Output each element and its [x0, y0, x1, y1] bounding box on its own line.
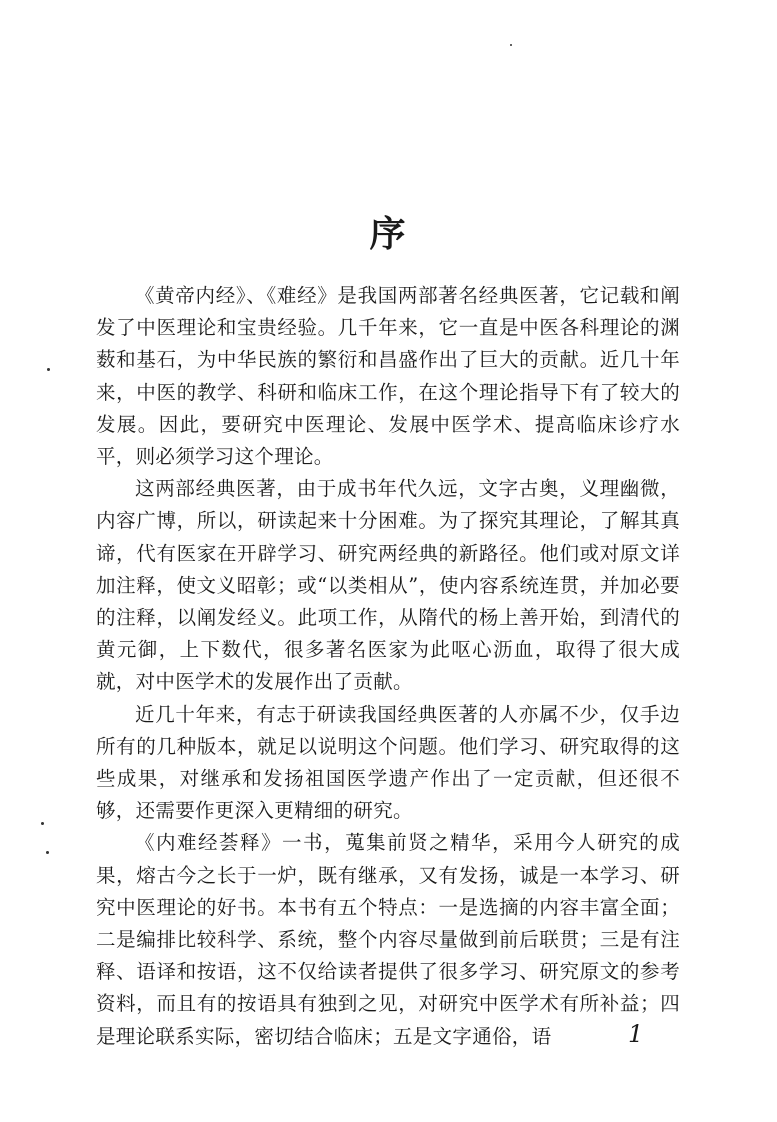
- scan-speck: [41, 822, 44, 825]
- paragraph-2: 这两部经典医著，由于成书年代久远，文字古奥，义理幽微，内容广博，所以，研读起来十分困难。为了探究其理论，了解其真谛，代有医家在开辟学习、研究两经典的新路径。他们或对原文详加注释，使文义昭彰；或“以类相从”，使内容系统连贯，并加必要的注释，以阐发经义。此项工作，从隋代的杨上善开始，到清代的黄元御，上下数代，很多著名医家为此呕心沥血，取得了很大成就，对中医学术的发展作出了贡献。: [96, 477, 680, 694]
- scan-speck: [510, 44, 512, 46]
- page-title: 序: [369, 214, 408, 256]
- paragraph-1: 《黄帝内经》、《难经》是我国两部著名经典医著，它记载和阐发了中医理论和宝贵经验。几千年来，它一直是中医各科理论的渊薮和基石，为中华民族的繁衍和昌盛作出了巨大的贡献。近几十年来，中医的教学、科研和临床工作，在这个理论指导下有了较大的发展。因此，要研究中医理论、发展中医学术、提高临床诊疗水平，则必须学习这个理论。: [96, 284, 680, 469]
- paragraph-4: 《内难经荟释》一书，蒐集前贤之精华，采用今人研究的成果，熔古今之长于一炉，既有继承，又有发扬，诚是一本学习、研究中医理论的好书。本书有五个特点：一是选摘的内容丰富全面；二是编排比较科学、系统，整个内容尽量做到前后联贯；三是有注释、语译和按语，这不仅给读者提供了很多学习、研究原文的参考资料，而且有的按语具有独到之见，对研究中医学术有所补益；四是理论联系实际，密切结合临床；五是文字通俗，语: [96, 831, 680, 1048]
- paragraph-3: 近几十年来，有志于研读我国经典医著的人亦属不少，仅手边所有的几种版本，就足以说明这个问题。他们学习、研究取得的这些成果，对继承和发扬祖国医学遗产作出了一定贡献，但还很不够，还需要作更深入更精细的研究。: [96, 702, 680, 823]
- scan-speck: [46, 851, 49, 854]
- body-text: [96, 280, 680, 1053]
- page-number: 1: [628, 1020, 644, 1048]
- scan-speck: [47, 368, 50, 371]
